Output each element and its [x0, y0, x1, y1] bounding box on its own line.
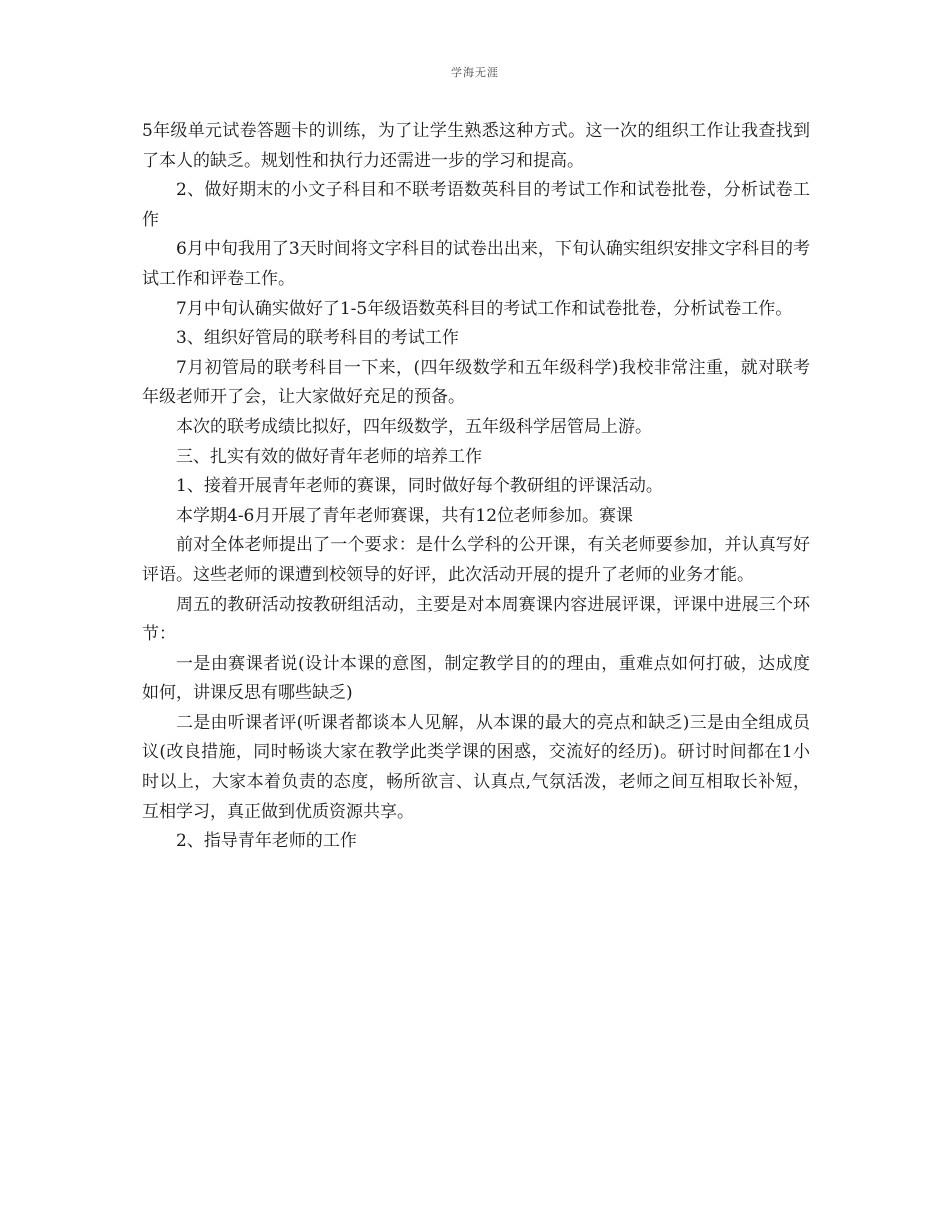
- paragraph: 7月初管局的联考科目一下来，(四年级数学和五年级科学)我校非常注重，就对联考年级老师开了会，让大家做好充足的预备。: [142, 357, 810, 408]
- paragraph: 7月中旬认确实做好了1-5年级语数英科目的考试工作和试卷批卷，分析试卷工作。: [176, 298, 793, 319]
- paragraph: 3、组织好管局的联考科目的考试工作: [176, 328, 459, 349]
- paragraph: 二是由听课者评(听课者都谈本人见解，从本课的最大的亮点和缺乏)三是由全组成员议(改良措施，同时畅谈大家在教学此类学课的困惑，交流好的经历)。研讨时间都在1小时以上，大家本着负责的态度，畅所欲言、认真点,气氛活泼，老师之间互相取长补短，互相学习，真正做到优质资源共享。: [142, 712, 810, 822]
- paragraph: 本学期4-6月开展了青年老师赛课，共有12位老师参加。赛课: [176, 505, 634, 526]
- paragraph: 2、指导青年老师的工作: [176, 831, 357, 852]
- section-heading: 三、扎实有效的做好青年老师的培养工作: [176, 446, 482, 467]
- paragraph: 前对全体老师提出了一个要求：是什么学科的公开课，有关老师要参加，并认真写好评语。这些老师的课遭到校领导的好评，此次活动开展的提升了老师的业务才能。: [142, 535, 810, 585]
- page-header: 学海无涯: [451, 66, 499, 79]
- paragraph: 2、做好期末的小文子科目和不联考语数英科目的考试工作和试卷批卷，分析试卷工作: [142, 180, 810, 230]
- paragraph: 一是由赛课者说(设计本课的意图，制定教学目的的理由，重难点如何打破，达成度如何，讲课反思有哪些缺乏): [142, 653, 810, 704]
- paragraph: 1、接着开展青年老师的赛课，同时做好每个教研组的评课活动。: [176, 476, 663, 497]
- paragraph: 本次的联考成绩比拟好，四年级数学，五年级科学居管局上游。: [176, 416, 652, 437]
- paragraph: 周五的教研活动按教研组活动，主要是对本周赛课内容进展评课，评课中进展三个环节：: [142, 594, 810, 645]
- paragraph: 5年级单元试卷答题卡的训练，为了让学生熟悉这种方式。这一次的组织工作让我查找到了本人的缺乏。规划性和执行力还需进一步的学习和提高。: [142, 121, 810, 171]
- paragraph: 6月中旬我用了3天时间将文字科目的试卷出出来，下旬认确实组织安排文字科目的考试工作和评卷工作。: [142, 239, 810, 289]
- document-body: [142, 117, 810, 857]
